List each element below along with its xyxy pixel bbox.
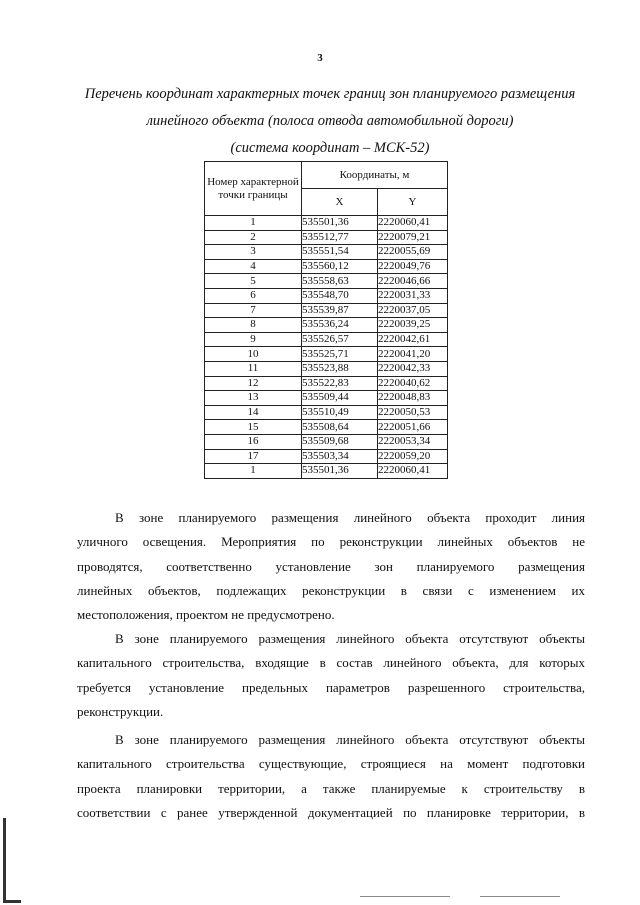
x-coordinate-cell: 535536,24	[302, 318, 378, 333]
x-coordinate-cell: 535501,36	[302, 464, 378, 479]
title-line-2: линейного объекта (полоса отвода автомобильной дороги)	[146, 113, 514, 129]
point-number-cell: 15	[205, 420, 302, 435]
table-row	[205, 464, 448, 479]
text-line: В зоне планируемого размещения линейного объекта отсутствуют объекты	[115, 732, 585, 747]
text-line: В зоне планируемого размещения линейного объекта проходит линия	[115, 510, 585, 525]
x-coordinate-cell: 535509,68	[302, 434, 378, 449]
text-line: реконструкции.	[77, 703, 164, 719]
point-number-cell: 13	[205, 391, 302, 406]
table-row	[205, 303, 448, 318]
table-row	[205, 230, 448, 245]
text-line: проводятся, соответственно установление зон планируемого размещения	[77, 558, 585, 574]
x-coordinate-cell: 535522,83	[302, 376, 378, 391]
point-number-cell: 17	[205, 449, 302, 464]
scan-edge-mark	[3, 900, 21, 903]
table-row	[205, 288, 448, 303]
x-coordinate-cell: 535526,57	[302, 332, 378, 347]
y-coordinate-cell: 2220042,61	[378, 332, 448, 347]
y-coordinate-cell: 2220041,20	[378, 347, 448, 362]
x-coordinate-cell: 535512,77	[302, 230, 378, 245]
y-coordinate-cell: 2220055,69	[378, 245, 448, 260]
table-row	[205, 434, 448, 449]
y-coordinate-cell: 2220050,53	[378, 405, 448, 420]
x-coordinate-cell: 535548,70	[302, 288, 378, 303]
table-row	[205, 245, 448, 260]
text-line: В зоне планируемого размещения линейного объекта отсутствуют объекты	[115, 631, 585, 646]
y-coordinate-cell: 2220042,33	[378, 361, 448, 376]
x-coordinate-cell: 535501,36	[302, 216, 378, 231]
y-coordinate-cell: 2220079,21	[378, 230, 448, 245]
table-row	[205, 391, 448, 406]
text-line: местоположения, проектом не предусмотрено.	[77, 607, 335, 623]
y-coordinate-cell: 2220031,33	[378, 288, 448, 303]
y-coordinate-cell: 2220049,76	[378, 259, 448, 274]
scan-edge-mark	[480, 896, 560, 897]
y-coordinate-cell: 2220059,20	[378, 449, 448, 464]
y-coordinate-cell: 2220053,34	[378, 434, 448, 449]
y-coordinate-cell: 2220060,41	[378, 464, 448, 479]
point-number-cell: 5	[205, 274, 302, 289]
coordinates-table	[204, 161, 448, 479]
point-number-cell: 12	[205, 376, 302, 391]
paragraph-street-lighting	[77, 506, 585, 627]
x-coordinate-cell: 535558,63	[302, 274, 378, 289]
point-number-cell: 8	[205, 318, 302, 333]
paragraph-existing-objects	[77, 728, 585, 825]
x-coordinate-cell: 535509,44	[302, 391, 378, 406]
table-row	[205, 259, 448, 274]
x-coordinate-cell: 535510,49	[302, 405, 378, 420]
table-row	[205, 274, 448, 289]
x-coordinate-cell: 535560,12	[302, 259, 378, 274]
y-coordinate-cell: 2220040,62	[378, 376, 448, 391]
y-coordinate-cell: 2220048,83	[378, 391, 448, 406]
table-row	[205, 216, 448, 231]
x-coordinate-cell: 535503,34	[302, 449, 378, 464]
coordinates-header: Координаты, м	[302, 162, 448, 189]
point-number-cell: 3	[205, 245, 302, 260]
point-number-cell: 4	[205, 259, 302, 274]
y-coordinate-cell: 2220051,66	[378, 420, 448, 435]
x-coordinate-cell: 535551,54	[302, 245, 378, 260]
title-line-1: Перечень координат характерных точек границ зон планируемого размещения	[84, 86, 576, 102]
table-row	[205, 361, 448, 376]
x-coordinate-cell: 535525,71	[302, 347, 378, 362]
table-row	[205, 376, 448, 391]
point-number-cell: 9	[205, 332, 302, 347]
paragraph-capital-objects	[77, 627, 585, 724]
point-number-cell: 2	[205, 230, 302, 245]
point-number-header: Номер характерной точки границы	[205, 162, 302, 216]
point-number-cell: 11	[205, 361, 302, 376]
y-coordinate-cell: 2220046,66	[378, 274, 448, 289]
text-line: требуется установление предельных параметров разрешенного строительства,	[77, 679, 585, 695]
y-header: Y	[378, 189, 448, 216]
text-line: капитального строительства существующие, строящиеся на момент подготовки	[77, 756, 585, 772]
x-coordinate-cell: 535508,64	[302, 420, 378, 435]
point-number-cell: 7	[205, 303, 302, 318]
point-number-cell: 6	[205, 288, 302, 303]
table-row	[205, 332, 448, 347]
title-line-3: (система координат – МСК-52)	[230, 140, 430, 156]
text-line: капитального строительства, входящие в состав линейного объекта, для которых	[77, 655, 585, 671]
text-line: уличного освещения. Мероприятия по реконструкции линейных объектов не	[77, 534, 585, 550]
page-number: 3	[317, 52, 323, 64]
scan-edge-mark	[360, 896, 450, 897]
point-number-cell: 1	[205, 216, 302, 231]
x-coordinate-cell: 535523,88	[302, 361, 378, 376]
y-coordinate-cell: 2220039,25	[378, 318, 448, 333]
table-row	[205, 420, 448, 435]
y-coordinate-cell: 2220060,41	[378, 216, 448, 231]
table-row	[205, 449, 448, 464]
point-number-cell: 1	[205, 464, 302, 479]
y-coordinate-cell: 2220037,05	[378, 303, 448, 318]
point-number-cell: 16	[205, 434, 302, 449]
table-row	[205, 318, 448, 333]
point-number-cell: 10	[205, 347, 302, 362]
x-header: X	[302, 189, 378, 216]
text-line: соответствии с ранее утвержденной документацией по планировке территории, в	[77, 804, 585, 820]
x-coordinate-cell: 535539,87	[302, 303, 378, 318]
table-row	[205, 405, 448, 420]
point-number-cell: 14	[205, 405, 302, 420]
text-line: линейных объектов, подлежащих реконструкции в связи с изменением их	[77, 582, 585, 598]
scan-edge-mark	[3, 818, 6, 903]
table-row	[205, 347, 448, 362]
text-line: проекта планировки территории, а также планируемые к строительству в	[77, 780, 585, 796]
